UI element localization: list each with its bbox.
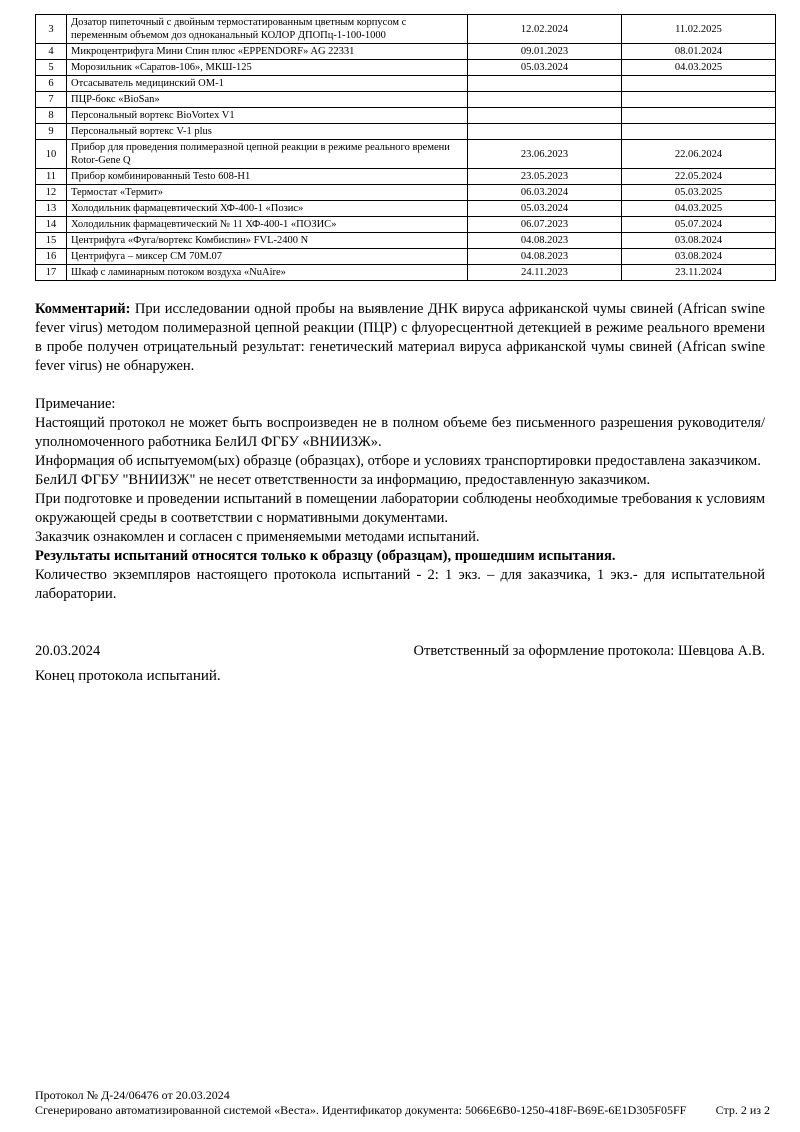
- table-cell-name: ПЦР-бокс «BioSan»: [67, 92, 468, 108]
- signature-row: [35, 642, 765, 661]
- table-cell-num: 13: [36, 201, 67, 217]
- note-paragraph: Настоящий протокол не может быть воспроизведен не в полном объеме без письменного разрешения руководителя/уполномоченного работника БелИЛ ФГБУ «ВНИИЗЖ».: [35, 415, 765, 450]
- table-cell-num: 9: [36, 124, 67, 140]
- table-cell-num: 7: [36, 92, 67, 108]
- table-cell-d1: [468, 124, 622, 140]
- table-cell-num: 11: [36, 169, 67, 185]
- table-row: [36, 249, 776, 265]
- table-cell-d1: 04.08.2023: [468, 249, 622, 265]
- table-cell-d1: 23.05.2023: [468, 169, 622, 185]
- table-cell-d1: 05.03.2024: [468, 60, 622, 76]
- table-cell-num: 3: [36, 15, 67, 44]
- table-cell-name: Персональный вортекс V-1 plus: [67, 124, 468, 140]
- table-cell-name: Центрифуга «Фуга/вортекс Комбиспин» FVL-2400 N: [67, 233, 468, 249]
- table-cell-d2: 22.06.2024: [622, 140, 776, 169]
- table-cell-d2: 05.07.2024: [622, 217, 776, 233]
- table-cell-d2: 05.03.2025: [622, 185, 776, 201]
- table-cell-num: 6: [36, 76, 67, 92]
- comment-text: При исследовании одной пробы на выявление ДНК вируса африканской чумы свиней (African swine fever virus) методом полимеразной цепной реакции (ПЦР) с флуоресцентной детекцией в режиме реального времени в пробе получен отрицательный результат: генетический материал вируса африканской чумы свиней (African swine fever virus) не обнаружен.: [35, 301, 765, 374]
- table-cell-num: 17: [36, 265, 67, 281]
- table-cell-name: Прибор комбинированный Testo 608-H1: [67, 169, 468, 185]
- table-cell-num: 16: [36, 249, 67, 265]
- table-cell-name: Шкаф с ламинарным потоком воздуха «NuAire»: [67, 265, 468, 281]
- table-row: [36, 201, 776, 217]
- note-paragraph: Результаты испытаний относятся только к образцу (образцам), прошедшим испытания.: [35, 548, 616, 564]
- table-cell-name: Дозатор пипеточный с двойным термостатированным цветным корпусом с переменным объемом доз одноканальный КОЛОР ДПОПц-1-100-1000: [67, 15, 468, 44]
- comment-label: Комментарий:: [35, 301, 131, 317]
- table-row: [36, 15, 776, 44]
- table-row: [36, 217, 776, 233]
- table-cell-d1: 23.06.2023: [468, 140, 622, 169]
- footer-page-number: Стр. 2 из 2: [715, 1103, 770, 1117]
- table-cell-d2: 03.08.2024: [622, 249, 776, 265]
- table-cell-num: 15: [36, 233, 67, 249]
- note-paragraph: При подготовке и проведении испытаний в помещении лаборатории соблюдены необходимые требования к условиям окружающей среды в соответствии с нормативными документами.: [35, 491, 765, 526]
- table-cell-num: 10: [36, 140, 67, 169]
- table-cell-d1: 05.03.2024: [468, 201, 622, 217]
- table-cell-name: Холодильник фармацевтический № 11 ХФ-400-1 «ПОЗИС»: [67, 217, 468, 233]
- signature-date: 20.03.2024: [35, 643, 101, 659]
- table-cell-d2: 22.05.2024: [622, 169, 776, 185]
- table-cell-d2: 04.03.2025: [622, 201, 776, 217]
- note-paragraph: Заказчик ознакомлен и согласен с применяемыми методами испытаний.: [35, 529, 480, 545]
- table-cell-name: Микроцентрифуга Мини Спин плюс «EPPENDORF» AG 22331: [67, 44, 468, 60]
- table-cell-name: Термостат «Термит»: [67, 185, 468, 201]
- table-cell-name: Персональный вортекс BioVortex V1: [67, 108, 468, 124]
- equipment-table: [35, 14, 776, 281]
- table-row: [36, 60, 776, 76]
- table-row: [36, 265, 776, 281]
- table-row: [36, 233, 776, 249]
- table-cell-d2: 11.02.2025: [622, 15, 776, 44]
- table-cell-d1: 12.02.2024: [468, 15, 622, 44]
- table-cell-num: 12: [36, 185, 67, 201]
- table-row: [36, 76, 776, 92]
- table-cell-d2: [622, 76, 776, 92]
- footer-protocol-number: Протокол № Д-24/06476 от 20.03.2024: [35, 1088, 230, 1102]
- table-row: [36, 140, 776, 169]
- document-content: [35, 14, 765, 686]
- table-cell-name: Прибор для проведения полимеразной цепной реакции в режиме реального времени Rotor-Gene Q: [67, 140, 468, 169]
- notes-list: [35, 414, 765, 604]
- table-cell-num: 4: [36, 44, 67, 60]
- table-cell-d2: 23.11.2024: [622, 265, 776, 281]
- table-cell-name: Холодильник фармацевтический ХФ-400-1 «Позис»: [67, 201, 468, 217]
- table-cell-name: Центрифуга – миксер СМ 70М.07: [67, 249, 468, 265]
- table-row: [36, 185, 776, 201]
- footer-second-row: [35, 1103, 770, 1118]
- note-paragraph: Количество экземпляров настоящего протокола испытаний - 2: 1 экз. – для заказчика, 1 экз.- для испытательной лаборатории.: [35, 567, 765, 602]
- table-cell-d1: 06.03.2024: [468, 185, 622, 201]
- table-row: [36, 44, 776, 60]
- footer-generated-line: Сгенерировано автоматизированной системой «Веста». Идентификатор документа: 5066E6B0-1250-418F-B69E-6E1D305F05FF: [35, 1103, 687, 1117]
- end-of-protocol-line: Конец протокола испытаний.: [35, 668, 221, 684]
- note-paragraph: БелИЛ ФГБУ "ВНИИЗЖ" не несет ответственности за информацию, предоставленную заказчиком.: [35, 472, 651, 488]
- table-cell-d1: [468, 76, 622, 92]
- table-cell-d2: [622, 108, 776, 124]
- comment-paragraph: [35, 300, 765, 376]
- table-row: [36, 108, 776, 124]
- table-cell-d1: [468, 92, 622, 108]
- signature-responsible: Ответственный за оформление протокола: Шевцова А.В.: [413, 643, 765, 659]
- page-footer: [35, 1088, 770, 1118]
- table-cell-d2: 04.03.2025: [622, 60, 776, 76]
- table-cell-d2: [622, 92, 776, 108]
- table-cell-num: 5: [36, 60, 67, 76]
- table-cell-name: Отсасыватель медицинский ОМ-1: [67, 76, 468, 92]
- table-row: [36, 169, 776, 185]
- table-cell-num: 8: [36, 108, 67, 124]
- table-cell-d1: 04.08.2023: [468, 233, 622, 249]
- table-cell-d1: 24.11.2023: [468, 265, 622, 281]
- table-cell-d2: [622, 124, 776, 140]
- table-cell-d1: 06.07.2023: [468, 217, 622, 233]
- notes-title: Примечание:: [35, 396, 116, 412]
- table-cell-d1: [468, 108, 622, 124]
- note-paragraph: Информация об испытуемом(ых) образце (образцах), отборе и условиях транспортировки предоставлена заказчиком.: [35, 453, 761, 469]
- table-cell-name: Морозильник «Саратов-106», МКШ-125: [67, 60, 468, 76]
- table-row: [36, 124, 776, 140]
- table-cell-d2: 08.01.2024: [622, 44, 776, 60]
- table-cell-num: 14: [36, 217, 67, 233]
- table-cell-d2: 03.08.2024: [622, 233, 776, 249]
- table-row: [36, 92, 776, 108]
- table-cell-d1: 09.01.2023: [468, 44, 622, 60]
- equipment-table-body: [36, 15, 776, 281]
